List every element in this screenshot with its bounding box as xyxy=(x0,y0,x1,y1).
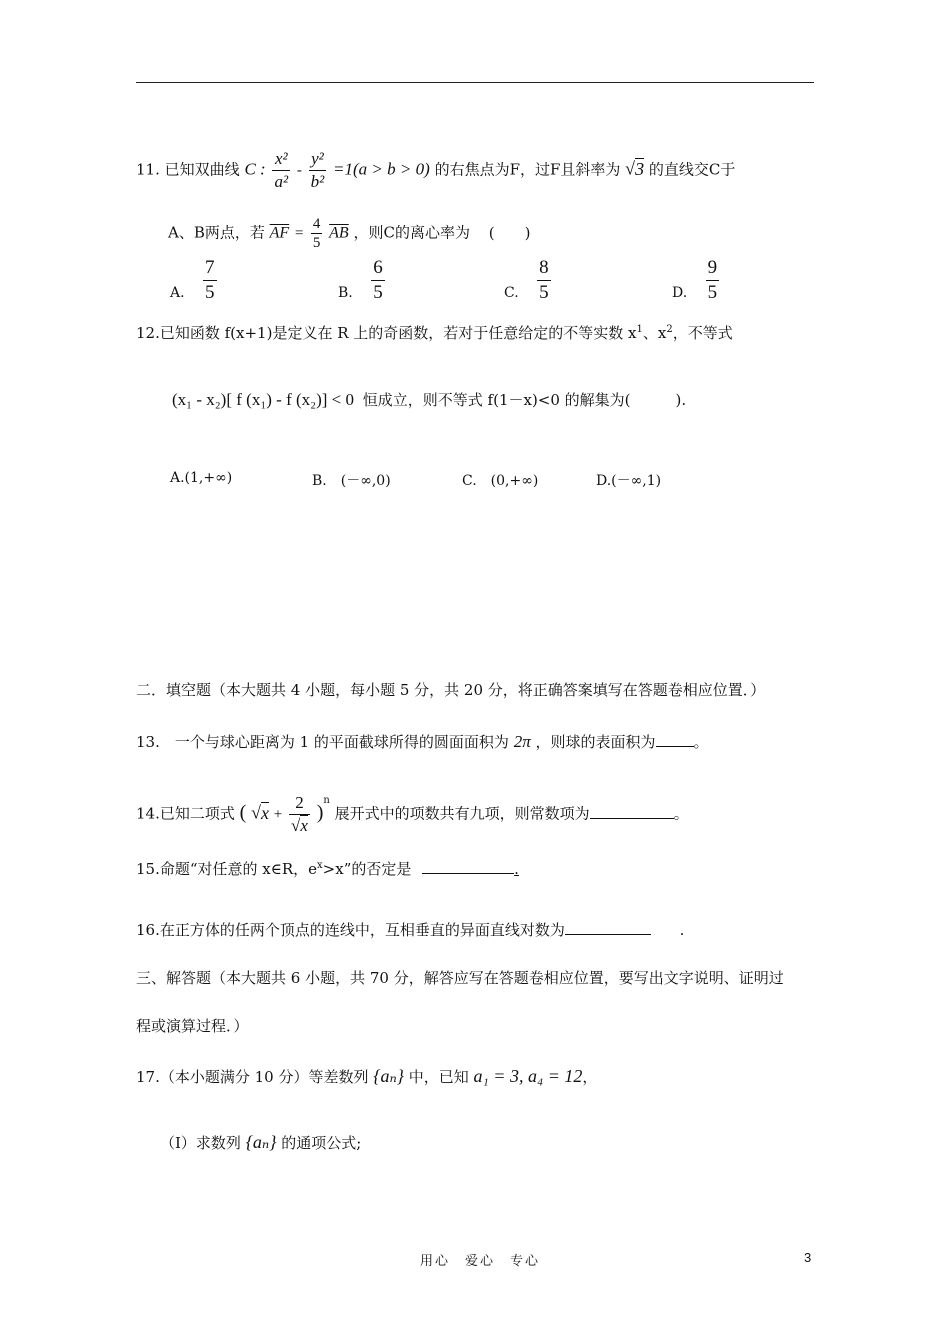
q17 xyxy=(136,1066,597,1087)
q13-blank xyxy=(656,730,694,747)
q17-part1-text-b: 的通项公式; xyxy=(281,1134,362,1152)
frac-den: 5 xyxy=(373,282,383,303)
frac-num: 7 xyxy=(205,257,215,278)
q11-math-rest: =1(a > b > 0) xyxy=(333,159,430,179)
sqrt-radicand: x xyxy=(260,802,269,823)
q12-line2 xyxy=(172,390,686,410)
q11-answer-paren: ( ) xyxy=(488,223,531,242)
section-3-heading-line2: 程或演算过程．） xyxy=(136,1017,249,1035)
q11-frac-x xyxy=(272,148,290,193)
q12-option-c: C. (0,+∞) xyxy=(462,473,539,489)
q13-text: 13. 一个与球心距离为 1 的平面截球所得的圆面面积为 xyxy=(136,733,509,751)
frac-num: y² xyxy=(309,148,327,171)
q14-plus: + xyxy=(273,806,283,823)
option-frac xyxy=(203,256,217,305)
q11-math: C : xyxy=(244,159,266,179)
q11-option-b xyxy=(338,256,387,305)
q11-option-a xyxy=(170,256,219,305)
frac-num: 8 xyxy=(539,257,549,278)
q17-condition: a₁ = 3, a₄ = 12 xyxy=(473,1066,583,1086)
q12-text: 12.已知函数 f(x+1)是定义在 R 上的奇函数，若对于任意给定的不等实数 x xyxy=(136,324,637,342)
q14-sqrt: √x xyxy=(251,802,269,823)
frac-den: 5 xyxy=(205,282,215,303)
q12-option-a: A.(1,+∞) xyxy=(170,470,233,486)
footer-motto: 用心 爱心 专心 xyxy=(420,1254,541,1269)
q12-text-2: 恒成立，则不等式 f(1－x)<0 的解集为( ). xyxy=(362,391,687,409)
q11-option-d xyxy=(672,256,721,305)
frac-den: 5 xyxy=(312,235,321,251)
q11-vec-af: $\overline{AF}$ xyxy=(269,224,290,242)
q12-sup1: 1 xyxy=(636,324,643,335)
q12-sup2: 2 xyxy=(666,324,673,335)
header-rule xyxy=(136,82,814,83)
q17-end: ， xyxy=(582,1068,598,1086)
frac-den: 5 xyxy=(707,282,718,303)
frac-den: √x xyxy=(291,816,308,835)
q12-option-b: B. (－∞,0) xyxy=(312,473,391,489)
q13-math: 2π xyxy=(513,732,531,751)
q11-vec-ab: $\overline{AB}$ xyxy=(329,224,349,242)
q11-text-c: 的直线交C于 xyxy=(648,160,736,179)
q11-line2-text: A、B两点，若 xyxy=(168,223,265,242)
section-2-heading: 二．填空题（本大题共 4 小题，每小题 5 分，共 20 分，将正确答案填写在答题卷相应位置．） xyxy=(136,681,766,699)
option-frac xyxy=(537,256,551,305)
q12-option-d: D.(－∞,1) xyxy=(596,473,662,489)
q15-end: . xyxy=(514,860,519,878)
q12-text-c: ，不等式 xyxy=(672,324,733,342)
q14-exponent: n xyxy=(323,794,330,806)
frac-den: a² xyxy=(274,172,289,191)
frac-num: 6 xyxy=(373,257,383,278)
q11-minus: - xyxy=(296,162,302,179)
q14-blank xyxy=(590,802,674,819)
q17-text-b: 中，已知 xyxy=(408,1068,469,1086)
sqrt-radicand: 3 xyxy=(635,158,645,179)
frac-num: 9 xyxy=(707,257,718,278)
q14-close-paren: ) xyxy=(316,801,324,824)
q13-text-b: ，则球的表面积为 xyxy=(535,733,656,751)
q17-part1-sequence: {aₙ} xyxy=(245,1132,277,1152)
frac-den: 5 xyxy=(539,282,549,303)
q11-line2 xyxy=(168,215,530,252)
q16 xyxy=(136,918,684,940)
option-label: A. xyxy=(170,284,185,301)
q13 xyxy=(136,730,709,752)
q11-frac-y xyxy=(309,148,327,193)
q12-inequality: (x₁ - x₂)[ f (x₁) - f (x₂)] < 0 xyxy=(172,390,354,409)
q11-option-c xyxy=(504,256,553,305)
q12-line1 xyxy=(136,320,733,343)
q11-eq: = xyxy=(293,225,305,242)
section-3-heading-line1: 三、解答题（本大题共 6 小题，共 70 分，解答应写在答题卷相应位置，要写出文字说明、证明过 xyxy=(136,969,784,987)
option-label: C. xyxy=(504,284,519,301)
q15-blank xyxy=(422,857,514,874)
q11-text: 已知双曲线 xyxy=(164,160,240,179)
q11-sqrt: √3 xyxy=(625,158,645,179)
option-frac xyxy=(371,256,385,305)
option-label: B. xyxy=(338,284,353,301)
q13-end: 。 xyxy=(693,733,709,751)
frac-num: 4 xyxy=(312,216,321,232)
q11-text-b: 的右焦点为F，过F且斜率为 xyxy=(434,160,621,179)
q15-sup: x xyxy=(317,860,323,871)
q14-text-b: 展开式中的项数共有九项，则常数项为 xyxy=(334,804,590,823)
q11-line2-text-b: ，则C的离心率为 xyxy=(353,223,470,242)
option-frac xyxy=(706,256,720,305)
q16-end: . xyxy=(679,921,685,939)
q14-end: 。 xyxy=(673,804,689,823)
q12-text-b: 、x xyxy=(642,324,667,342)
q16-text: 16.在正方体的任两个顶点的连线中，互相垂直的异面直线对数为 xyxy=(136,921,565,939)
page-number: 3 xyxy=(804,1250,812,1265)
option-label: D. xyxy=(672,284,688,301)
q11-line1 xyxy=(136,148,735,193)
q14-frac xyxy=(289,792,310,837)
q14-text: 14.已知二项式 xyxy=(136,804,235,823)
q14-open-paren: ( xyxy=(239,801,247,824)
q15-text-b: >x”的否定是 xyxy=(322,860,412,878)
q11-frac-45 xyxy=(311,215,323,252)
q16-blank xyxy=(565,918,651,935)
frac-den: b² xyxy=(310,172,325,191)
q17-text: 17.（本小题满分 10 分）等差数列 xyxy=(136,1068,369,1086)
frac-num: x² xyxy=(272,148,290,171)
q15 xyxy=(136,856,519,879)
q11-number: 11. xyxy=(136,160,160,179)
q17-sequence: {aₙ} xyxy=(373,1066,404,1086)
q14 xyxy=(136,792,689,837)
q15-text: 15.命题“对任意的 x∈R，e xyxy=(136,860,318,878)
sqrt-radicand: x xyxy=(300,816,308,835)
q17-part1 xyxy=(160,1132,361,1153)
q17-part1-text: （I）求数列 xyxy=(160,1134,241,1152)
frac-num: 2 xyxy=(289,792,310,815)
